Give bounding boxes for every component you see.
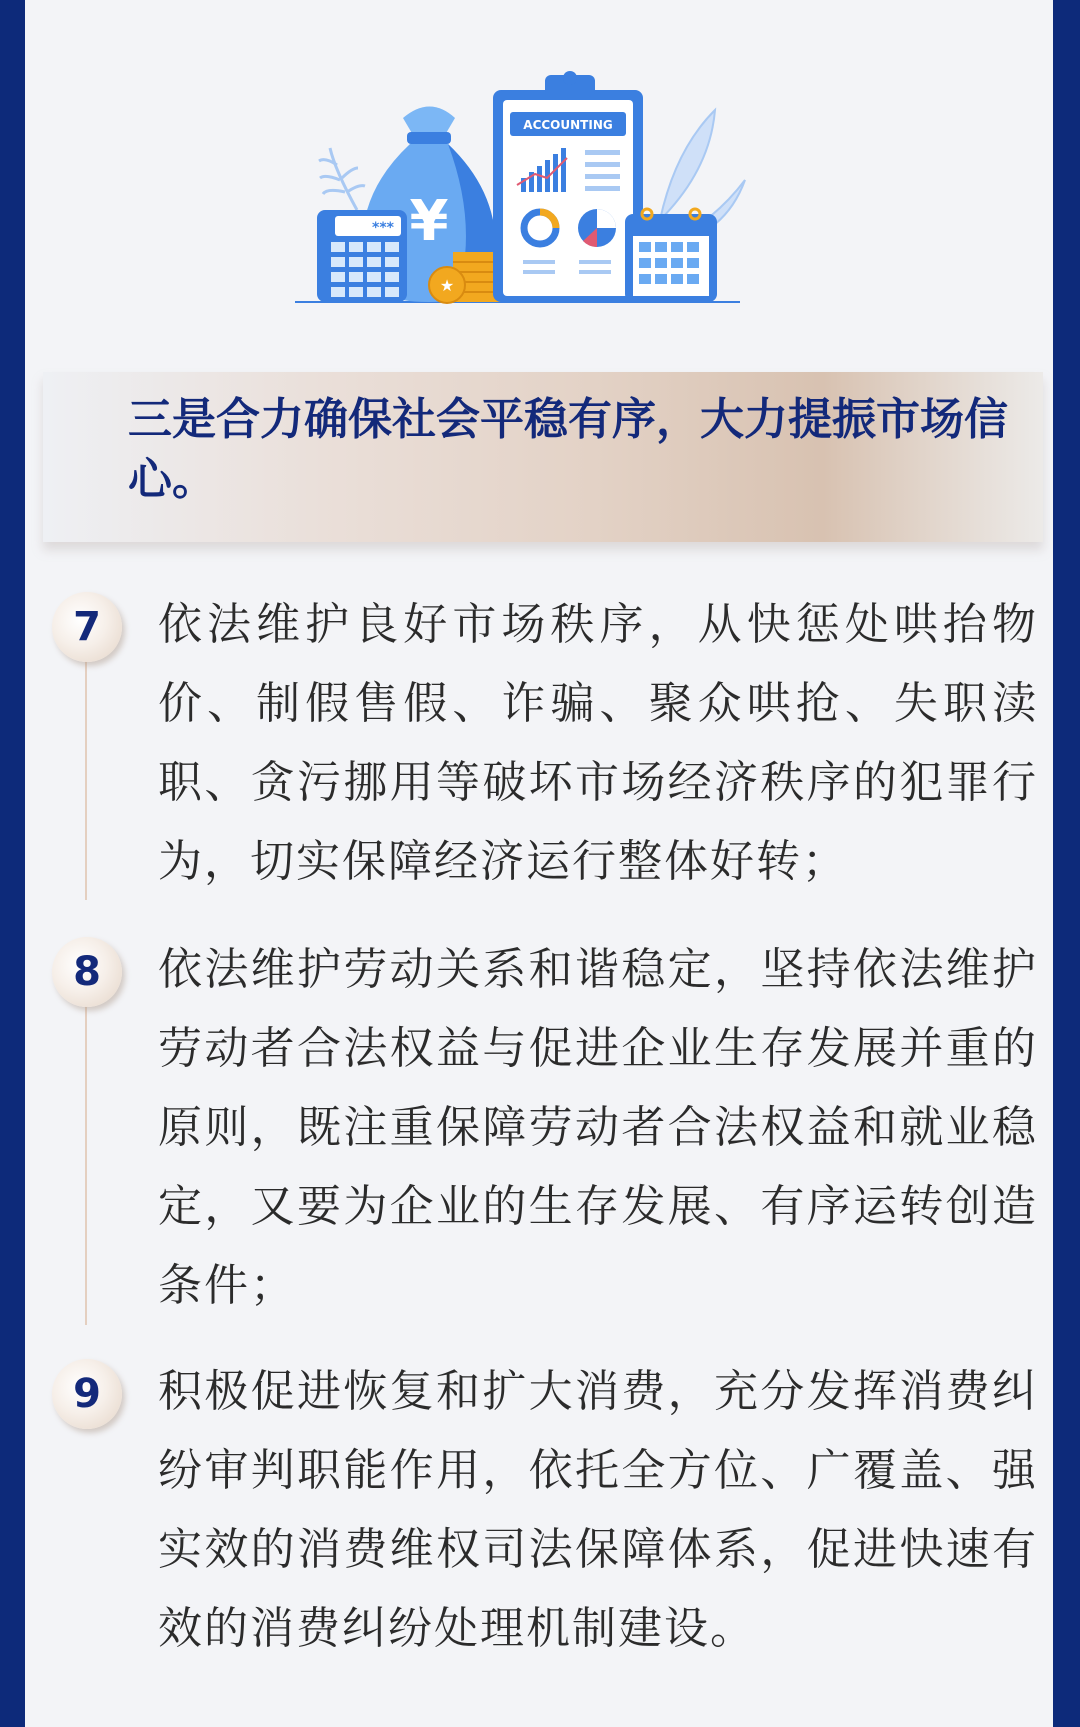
item-text: 依法维护劳动关系和谐稳定，坚持依法维护劳动者合法权益与促进企业生存发展并重的原则，既注重保障劳动者合法权益和就业稳定，又要为企业的生存发展、有序运转创造条件；	[158, 944, 1038, 1311]
item-text: 积极促进恢复和扩大消费，充分发挥消费纠纷审判职能作用，依托全方位、广覆盖、强实效的消费维权司法保障体系，促进快速有效的消费纠纷处理机制建设。	[158, 1366, 1038, 1654]
yen-icon: ¥	[409, 189, 449, 254]
section-title: 三是合力确保社会平稳有序，大力提振市场信心。	[128, 394, 1008, 505]
item-text: 依法维护良好市场秩序，从快惩处哄抬物价、制假售假、诈骗、聚众哄抢、失职渎职、贪污挪用等破坏市场经济秩序的犯罪行为，切实保障经济运行整体好转；	[158, 599, 1038, 887]
item-number-badge: 7	[52, 592, 122, 662]
timeline-line	[85, 650, 87, 900]
svg-text:★: ★	[439, 276, 455, 295]
clipboard-label: ACCOUNTING	[523, 118, 613, 132]
clipboard-icon	[493, 71, 643, 302]
calculator-display: ***	[372, 220, 394, 236]
leaf-left-icon	[319, 148, 365, 210]
timeline-line	[85, 995, 87, 1325]
item-number-badge: 8	[52, 937, 122, 1007]
calendar-icon	[625, 209, 717, 302]
item-number-badge: 9	[52, 1359, 122, 1429]
accounting-illustration	[295, 70, 815, 340]
article-page	[25, 0, 1053, 1727]
